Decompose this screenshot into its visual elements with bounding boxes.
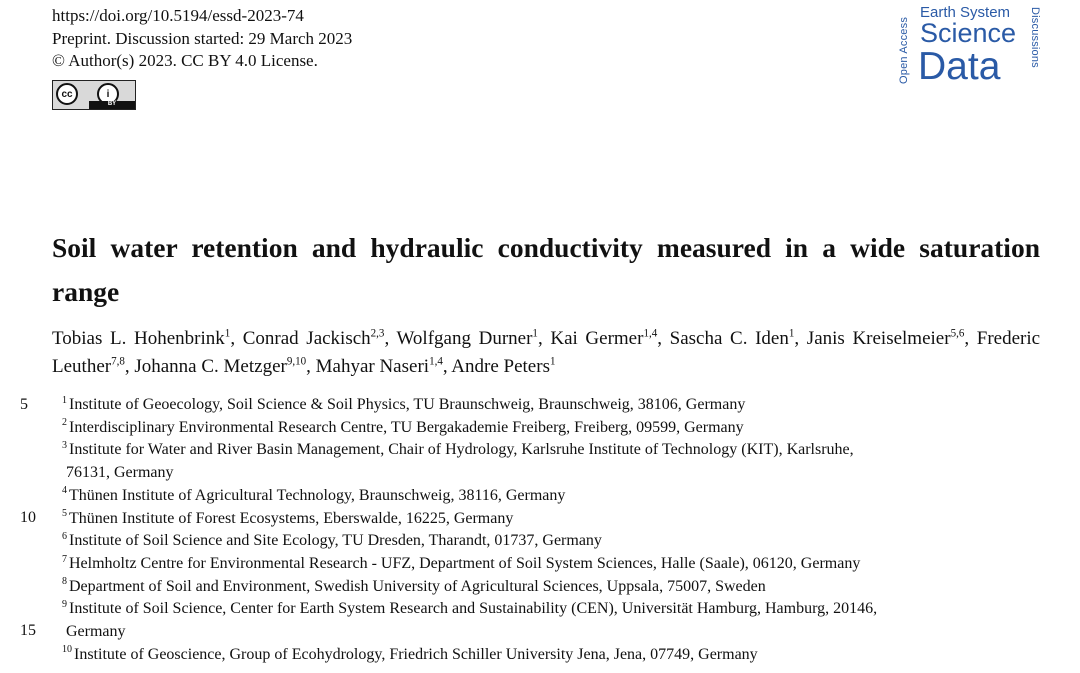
author-affiliation-marker: 2,3	[370, 327, 385, 340]
author-name: Frederic Leuther	[52, 328, 1041, 377]
author-affiliation-marker: 1	[532, 327, 538, 340]
logo-line-earth-system: Earth System	[920, 4, 1011, 21]
author	[807, 328, 965, 349]
author	[52, 328, 230, 349]
line-number: 15	[20, 622, 36, 639]
author	[134, 356, 306, 377]
affiliation-text: Institute of Geoecology, Soil Science & Soil Physics, TU Braunschweig, Braunschweig, 38106, Germany	[69, 396, 746, 413]
by-label: BY	[107, 101, 117, 107]
author-name: Sascha C. Iden	[669, 328, 789, 349]
license-statement: © Author(s) 2023. CC BY 4.0 License.	[52, 51, 318, 70]
logo-open-access: Open Access	[898, 16, 910, 84]
author-name: Andre Peters	[451, 356, 550, 377]
author-name: Janis Kreiselmeier	[806, 328, 951, 349]
affiliation-item	[62, 508, 1042, 531]
affiliation-text: Institute of Soil Science, Center for Earth System Research and Sustainability (CEN), Universität Hamburg, Hamburg, 20146,	[69, 600, 878, 618]
logo-line-science: Science	[920, 18, 1017, 48]
author-name: Conrad Jackisch	[242, 328, 371, 349]
author	[550, 328, 657, 349]
affiliation-item	[62, 530, 1042, 553]
author	[243, 328, 385, 349]
affiliation-text: Institute of Soil Science and Site Ecology, TU Dresden, Tharandt, 01737, Germany	[69, 532, 602, 550]
journal-logo	[898, 2, 1048, 92]
affiliation-text: Institute for Water and River Basin Management, Chair of Hydrology, Karlsruhe Institute of Technology (KIT), Karlsruhe,	[69, 441, 854, 459]
affiliation-number: 2	[62, 417, 67, 429]
line-number: 5	[20, 396, 28, 413]
affiliation-number: 8	[62, 576, 67, 588]
author	[451, 356, 555, 377]
affiliation-continuation: 76131, Germany	[66, 464, 174, 482]
affiliation-number: 7	[62, 553, 67, 565]
affiliation-item	[62, 417, 1042, 440]
author-affiliation-marker: 1,4	[429, 355, 443, 368]
affiliation-item	[62, 485, 1042, 508]
author-affiliation-marker: 5,6	[950, 327, 965, 340]
affiliation-number: 4	[62, 485, 67, 497]
author	[670, 328, 795, 349]
author	[397, 328, 538, 349]
author-list: Tobias L. Hohenbrink$^1$, Conrad Jackisch$^{2,3}$, Wolfgang Durner$^1$, Kai Germer$^{1,4}$, Sascha C. Iden$^1$, Janis Kreiselmeier$^{5,6}$, Frederic Leuther$^{7,8}$, Johanna C. Metzger$^{9,10}$, Mahyar Naseri$^{1,4}$, Andre Peters$^1$	[52, 327, 1041, 377]
affiliation-number: 9	[62, 599, 67, 610]
author-name: Johanna C. Metzger	[134, 356, 287, 377]
preprint-header	[52, 5, 352, 73]
affiliation-number: 1	[62, 394, 67, 406]
attribution-person-icon: i	[97, 83, 119, 105]
affiliation-item	[62, 598, 1042, 621]
affiliation-text: Department of Soil and Environment, Swedish University of Agricultural Sciences, Uppsala, 75007, Sweden	[69, 577, 766, 595]
affiliation-item	[62, 644, 1042, 667]
affiliation-number: 10	[62, 644, 72, 656]
author-name: Wolfgang Durner	[396, 328, 533, 349]
affiliation-text: Helmholtz Centre for Environmental Research - UFZ, Department of Soil System Sciences, Halle (Saale), 06120, Germany	[69, 554, 861, 572]
affiliation-list	[62, 394, 1042, 666]
author-affiliation-marker: 7,8	[111, 355, 125, 368]
affiliation-item	[62, 394, 1042, 417]
affiliation-item	[62, 439, 1042, 462]
cc-by-license-badge[interactable]	[52, 80, 136, 110]
author	[316, 356, 443, 377]
author-name: Kai Germer	[550, 328, 644, 349]
affiliation-item	[62, 576, 1042, 599]
affiliation-text: Thünen Institute of Agricultural Technology, Braunschweig, 38116, Germany	[69, 486, 566, 504]
author-affiliation-marker: 1	[788, 327, 795, 340]
logo-discussions: Discussions	[1029, 7, 1041, 68]
affiliation-text: Interdisciplinary Environmental Research Centre, TU Bergakademie Freiberg, Freiberg, 09599, Germany	[69, 418, 744, 436]
author-name: Tobias L. Hohenbrink	[52, 328, 225, 349]
doi-link[interactable]: https://doi.org/10.5194/essd-2023-74	[52, 6, 304, 25]
affiliation-number: 3	[62, 440, 67, 452]
preprint-date: Preprint. Discussion started: 29 March 2023	[52, 28, 353, 48]
author-affiliation-marker: 1	[549, 355, 556, 368]
line-number: 10	[20, 509, 36, 526]
author-affiliation-marker: 1,4	[643, 327, 658, 340]
affiliation-text: Thünen Institute of Forest Ecosystems, Eberswalde, 16225, Germany	[69, 509, 514, 527]
author-name: Mahyar Naseri	[315, 356, 430, 377]
affiliation-text: Institute of Geoscience, Group of Ecohydrology, Friedrich Schiller University Jena, Jena, 07749, Germany	[74, 645, 758, 663]
author-affiliation-marker: 1	[224, 327, 231, 340]
author-affiliation-marker: 9,10	[286, 355, 307, 368]
logo-line-data: Data	[918, 45, 1001, 88]
affiliation-item	[62, 553, 1042, 576]
affiliation-number: 6	[62, 530, 67, 542]
paper-title: Soil water retention and hydraulic conductivity measured in a wide saturation range	[52, 232, 1040, 307]
creative-commons-icon: cc	[56, 83, 78, 105]
affiliation-continuation: Germany	[66, 623, 126, 641]
affiliation-number: 5	[62, 508, 67, 520]
